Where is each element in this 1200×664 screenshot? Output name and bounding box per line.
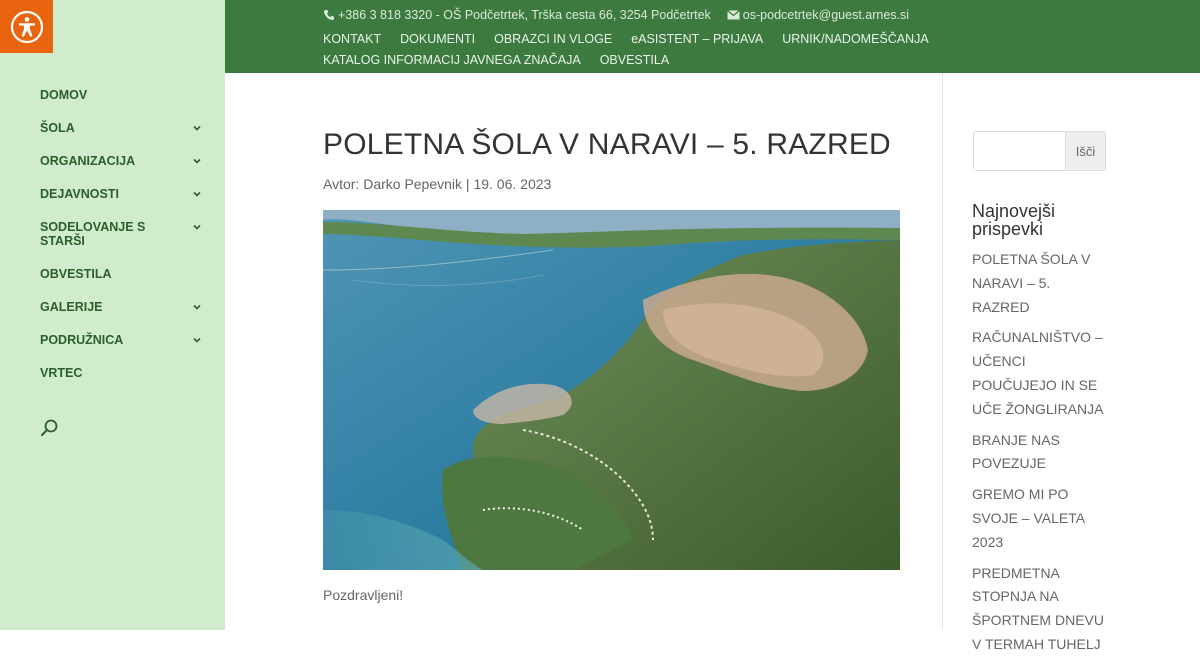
- accessibility-button[interactable]: [0, 0, 53, 53]
- chevron-down-icon[interactable]: [192, 123, 202, 133]
- widget-search-button[interactable]: Išči: [1065, 131, 1106, 171]
- chevron-down-icon[interactable]: [192, 189, 202, 199]
- widget-search: [973, 131, 1106, 171]
- meta-separator: |: [465, 176, 470, 192]
- sidebar-item[interactable]: [40, 121, 210, 135]
- sidebar-item[interactable]: [40, 333, 210, 347]
- sidebar-item-label: SODELOVANJE S STARŠI: [40, 220, 146, 248]
- sidebar-item[interactable]: [40, 220, 210, 248]
- top-nav-link[interactable]: OBVESTILA: [599, 52, 670, 67]
- post-title: POLETNA ŠOLA V NARAVI – 5. RAZRED: [323, 128, 891, 161]
- top-nav-link[interactable]: KONTAKT: [323, 31, 382, 46]
- post-meta: [323, 176, 903, 192]
- chevron-down-icon[interactable]: [192, 335, 202, 345]
- sidebar-item-label: DOMOV: [40, 88, 88, 102]
- top-nav-link[interactable]: OBRAZCI IN VLOGE: [494, 31, 613, 46]
- sidebar-item-label: VRTEC: [40, 366, 83, 380]
- phone-address: +386 3 818 3320 - OŠ Podčetrtek, Trška cesta 66, 3254 Podčetrtek: [338, 8, 711, 22]
- top-nav-row-1: [323, 28, 963, 49]
- recent-post-link[interactable]: GREMO MI PO SVOJE – VALETA 2023: [972, 486, 1085, 550]
- chevron-down-icon[interactable]: [192, 222, 202, 232]
- widget-search-input[interactable]: [973, 131, 1065, 171]
- sidebar-item-label: ŠOLA: [40, 121, 75, 135]
- sidebar-item-label: ORGANIZACIJA: [40, 154, 136, 168]
- recent-post-link[interactable]: POLETNA ŠOLA V NARAVI – 5. RAZRED: [972, 251, 1091, 315]
- top-header: [225, 0, 1200, 73]
- search-icon[interactable]: [40, 418, 60, 438]
- recent-posts-list: [972, 248, 1107, 664]
- top-nav-link[interactable]: KATALOG INFORMACIJ JAVNEGA ZNAČAJA: [323, 52, 581, 67]
- sidebar-item-label: PODRUŽNICA: [40, 333, 124, 347]
- phone-icon: [323, 9, 335, 21]
- sidebar-item[interactable]: [40, 187, 210, 201]
- contact-info: [323, 8, 909, 22]
- chevron-down-icon[interactable]: [192, 156, 202, 166]
- sidebar-item-label: DEJAVNOSTI: [40, 187, 119, 201]
- chevron-down-icon[interactable]: [192, 302, 202, 312]
- aerial-coast-photo: [323, 210, 900, 570]
- sidebar-item[interactable]: [40, 267, 210, 281]
- email-link[interactable]: [727, 8, 909, 22]
- meta-prefix: Avtor:: [323, 176, 360, 192]
- envelope-icon: [727, 10, 740, 20]
- post-paragraph: Pozdravljeni!: [323, 587, 404, 603]
- sidebar-item[interactable]: [40, 300, 210, 314]
- post-date: 19. 06. 2023: [473, 176, 552, 192]
- sidebar: [0, 0, 225, 630]
- sidebar-item[interactable]: [40, 366, 210, 380]
- featured-image: [323, 210, 900, 570]
- top-nav-row-2: [323, 49, 963, 70]
- top-nav-link[interactable]: DOKUMENTI: [400, 31, 476, 46]
- sidebar-item-label: GALERIJE: [40, 300, 103, 314]
- sidebar-item-label: OBVESTILA: [40, 267, 112, 281]
- author-link[interactable]: Darko Pepevnik: [363, 176, 463, 192]
- top-nav: [323, 28, 963, 70]
- email-text: os-podcetrtek@guest.arnes.si: [742, 8, 910, 22]
- sidebar-item[interactable]: [40, 154, 210, 168]
- top-nav-link[interactable]: URNIK/NADOMEŠČANJA: [782, 31, 929, 46]
- sidebar-item[interactable]: [40, 88, 210, 102]
- recent-post-link[interactable]: RAČUNALNIŠTVO – UČENCI POUČUJEJO IN SE UČE ŽONGLIRANJA: [972, 329, 1104, 417]
- recent-post-link[interactable]: PREDMETNA STOPNJA NA ŠPORTNEM DNEVU V TERMAH TUHELJ: [972, 564, 1104, 652]
- column-divider: [942, 73, 943, 630]
- accessibility-icon: [10, 10, 44, 44]
- recent-posts-title: Najnovejši prispevki: [972, 201, 1056, 239]
- recent-post-link[interactable]: BRANJE NAS POVEZUJE: [972, 431, 1060, 472]
- post-content: [323, 73, 903, 603]
- top-nav-link[interactable]: eASISTENT – PRIJAVA: [631, 31, 764, 46]
